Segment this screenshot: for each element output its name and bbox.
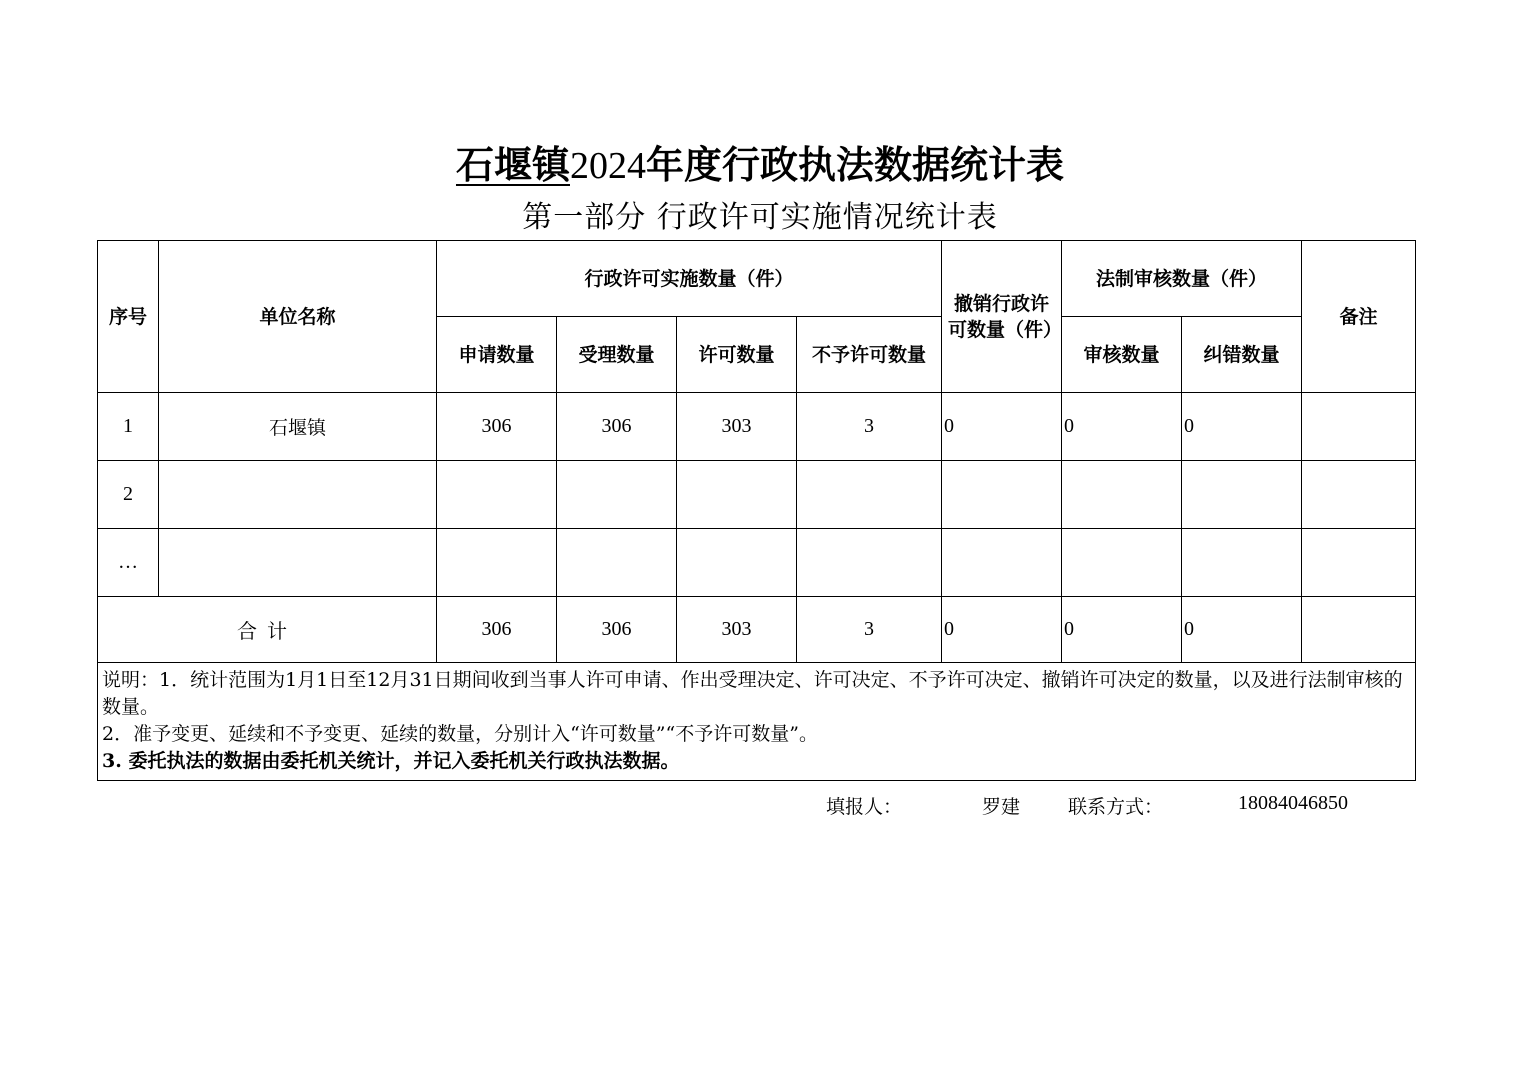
row-permit (677, 461, 797, 529)
total-remark (1302, 597, 1416, 663)
total-revoke: 0 (942, 597, 1062, 663)
total-correct: 0 (1182, 597, 1302, 663)
notes-cell (98, 663, 1416, 781)
title-rest: 年度行政执法数据统计表 (646, 143, 1065, 187)
row-deny (797, 461, 942, 529)
header-seq: 序号 (98, 241, 159, 393)
row-remark (1302, 529, 1416, 597)
row-apply (437, 461, 557, 529)
note-line-1: 说明：1．统计范围为1月1日至12月31日期间收到当事人许可申请、作出受理决定、许可决定、不予许可决定、撤销许可决定的数量，以及进行法制审核的数量。 (102, 669, 1403, 718)
table-row (98, 461, 1416, 529)
total-permit: 303 (677, 597, 797, 663)
table-row (98, 529, 1416, 597)
note-line-2: 2．准予变更、延续和不予变更、延续的数量，分别计入“许可数量”“不予许可数量”。 (102, 723, 818, 745)
header-unit: 单位名称 (159, 241, 437, 393)
total-apply: 306 (437, 597, 557, 663)
row-correct (1182, 461, 1302, 529)
header-revoke: 撤销行政许可数量（件） (942, 241, 1062, 393)
notes-row (98, 663, 1416, 781)
row-unit (159, 461, 437, 529)
page-subtitle: 第一部分 行政许可实施情况统计表 (522, 200, 998, 235)
row-revoke (942, 461, 1062, 529)
row-permit: 303 (677, 393, 797, 461)
total-accept: 306 (557, 597, 677, 663)
note-line-3: 3. 委托执法的数据由委托机关统计，并记入委托机关行政执法数据。 (102, 750, 680, 772)
total-label: 合计 (98, 597, 437, 663)
row-remark (1302, 461, 1416, 529)
total-row (98, 597, 1416, 663)
contact-value: 18084046850 (1238, 792, 1348, 814)
filler-name: 罗建 (982, 796, 1021, 818)
title-town: 石堰镇 (455, 143, 570, 187)
header-accept: 受理数量 (557, 317, 677, 393)
row-deny: 3 (797, 393, 942, 461)
row-unit: 石堰镇 (159, 393, 437, 461)
contact-label: 联系方式： (1068, 796, 1164, 818)
row-seq: 1 (98, 393, 159, 461)
row-review (1062, 461, 1182, 529)
header-review-group: 法制审核数量（件） (1062, 241, 1302, 317)
row-apply (437, 529, 557, 597)
header-deny: 不予许可数量 (797, 317, 942, 393)
row-revoke (942, 529, 1062, 597)
header-apply: 申请数量 (437, 317, 557, 393)
row-revoke: 0 (942, 393, 1062, 461)
row-permit (677, 529, 797, 597)
header-permit-group: 行政许可实施数量（件） (437, 241, 942, 317)
row-accept (557, 461, 677, 529)
table-row (98, 393, 1416, 461)
row-accept (557, 529, 677, 597)
total-deny: 3 (797, 597, 942, 663)
row-correct: 0 (1182, 393, 1302, 461)
header-review: 审核数量 (1062, 317, 1182, 393)
row-correct (1182, 529, 1302, 597)
total-review: 0 (1062, 597, 1182, 663)
header-remark: 备注 (1302, 241, 1416, 393)
statistics-table (97, 240, 1416, 781)
header-correct: 纠错数量 (1182, 317, 1302, 393)
row-accept: 306 (557, 393, 677, 461)
row-review (1062, 529, 1182, 597)
row-apply: 306 (437, 393, 557, 461)
title-year: 2024 (570, 145, 646, 187)
page-title (0, 134, 1520, 189)
row-deny (797, 529, 942, 597)
header-permit: 许可数量 (677, 317, 797, 393)
row-seq: 2 (98, 461, 159, 529)
row-seq: … (98, 529, 159, 597)
row-remark (1302, 393, 1416, 461)
header-row-1 (98, 241, 1416, 317)
filler-label: 填报人： (826, 796, 903, 818)
row-review: 0 (1062, 393, 1182, 461)
row-unit (159, 529, 437, 597)
